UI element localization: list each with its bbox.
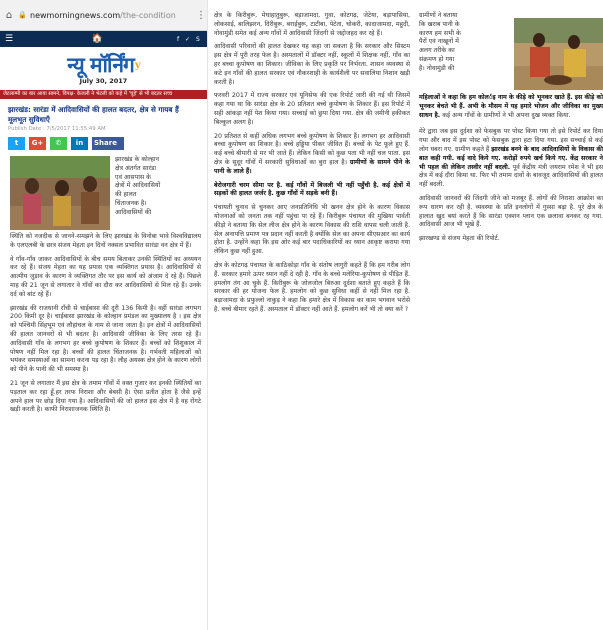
url-domain[interactable]: newmorningnews.com bbox=[30, 10, 121, 20]
lead-line: झारखंड के कोल्हान bbox=[115, 156, 159, 163]
lead-line: एवं आसपास के bbox=[115, 173, 151, 181]
paragraph: फरवरी 2017 में राज्य सरकार एवं यूनिसेफ की एक रिपोर्ट जारी की गई थी जिसमें कहा गया था कि सारंडा क्षेत्र के 20 प्रतिशत बच्चे कुपोषण के शिकार हैं। इस रिपोर्ट में सही आंकड़ा नहीं पेश किया गया। सच्चाई को छुपा दिया गया. क्षेत्र की जमीनी हकीकत बिल्कुल अलग है। bbox=[214, 92, 410, 126]
site-navbar bbox=[0, 31, 207, 47]
lead-line: की हालत bbox=[115, 191, 137, 199]
column-3 bbox=[419, 0, 603, 630]
text-line: पैरों एवं नाखूनों में bbox=[419, 38, 459, 46]
paragraph: वे गाँव-गाँव जाकर आदिवासियों के बीच समय बिताकर उनकी स्थितियों का अध्ययन कर रहे हैं। संजय मेहता का यह प्रयास एक व्यक्तिगत प्रयास है। आदिवासियों से आत्मीय जुड़ाव के कारण वे व्यक्तिगत तौर पर इस कार्य को अंजाम दे रहे हैं। पिछले माह की 21 जून से लगातार वे गाँवों का दौरा कर आदिवासियों से मिल रहे हैं। उनके दर्द को बांट रहे हैं। bbox=[10, 255, 201, 298]
lead-line: क्षेत्र अंतर्गत सारंडा bbox=[115, 164, 156, 172]
article-photo-women bbox=[514, 18, 603, 90]
paragraph: झारखण्ड से संजय मेहता की रिपोर्ट. bbox=[419, 235, 500, 243]
lead-line: चिंताजनक है। bbox=[115, 199, 147, 207]
whatsapp-icon[interactable]: ✆ bbox=[50, 137, 67, 150]
paragraph-text: पूर्व केंद्रीय मंत्री जयराम रमेश ने भी इस क्षेत्र में कई दौरा किया था. फिर भी तमाम दावों के बावजूद आदिवासियों की हालत नहीं बदली. bbox=[419, 163, 603, 189]
twitter-icon[interactable]: t bbox=[8, 137, 25, 150]
paragraph bbox=[419, 94, 603, 120]
article-photo-children bbox=[10, 156, 110, 230]
paragraph-text: मेरे द्वारा जब इस दुर्दशा को फेसबुक पर पोस्ट किया गया तो इसे रिपोर्ट कर दिया गया और बाद में इस पोस्ट को फेसबुक द्वारा हटा दिया गया. इस सच्चाई से कई लोग घबरा गए. ग्रामीण कहते हैं bbox=[419, 128, 603, 153]
news-ticker[interactable]: जेटलाम्मी का बार आया सामने, विपक्ष- केजली ने भेटली को कहे में 'चूहे' से भी बदतर सच्च bbox=[0, 90, 207, 99]
share-bar bbox=[0, 134, 207, 156]
logo-mark: y bbox=[134, 59, 140, 71]
text-line: ग्रामीणों ने बताया bbox=[419, 12, 458, 19]
paragraph-bold: महिलाओं ने कहा कि हम कोलर्इ नाम के कीड़े को भूनकर खाते हैं. इस कीड़े को भूनकर बेचते भी हैं. अभी के मौसम में यह हमारे भोजन और जीविका का मुख्य साधन है. bbox=[419, 94, 603, 119]
paragraph: क्षेत्र के किरीबुरू, मेघाहातुबुरू, बड़ाजामदा, गुवा, कोटगढ़, जेटेया, बड़ापासिया, लोकसाई, बालिझरन, दिरीबुरू, बराईबुरू, टाटीबा, पेटेता, चोकरी, कादाजामदा, महुदी, नोवामुंडी समेत कई अन्य गाँवों में आदिवासी जिंदगी से जद्दोजहद कर रहे हैं। bbox=[214, 12, 410, 37]
facebook-share-button[interactable] bbox=[92, 137, 124, 150]
text-line: अलग तरीके का bbox=[419, 47, 455, 55]
text-line: संक्रमण हो गया bbox=[419, 55, 455, 63]
logo-text: न्यू मॉर्निंग bbox=[67, 52, 134, 77]
article-headline: झारखंड: सारंडा में आदिवासियों की हालत बदतर, क्षेत्र से गायब हैं मूलभूत सुविधाएँ bbox=[8, 105, 179, 124]
text-line: कारण हम सभी के bbox=[419, 29, 461, 37]
lead-line: क्षेत्रों में आदिवासियों bbox=[115, 182, 161, 190]
column-1 bbox=[0, 0, 208, 630]
hamburger-icon[interactable]: ☰ bbox=[4, 34, 14, 44]
text-line: है। नोवामुंडी की bbox=[419, 64, 455, 72]
column-2 bbox=[214, 0, 410, 630]
paragraph-text: कई अन्य गाँवों के ग्रामीणों ने भी अपना दुख व्यक्त किया. bbox=[442, 111, 571, 119]
paragraph-bold: बेरोजगारी चरम सीमा पर है. कई गाँवों में बिजली भी नहीं पहुँची है. कई क्षेत्रों में सड़कों की हालत जर्जर है. कुछ गाँवों में सड़कें बनी हैं। bbox=[214, 181, 410, 198]
browser-address-bar[interactable] bbox=[0, 0, 207, 31]
publish-date: Publish Date : 7/5/2017 11:55:49 AM bbox=[8, 126, 106, 132]
social-icons[interactable]: f ✓ S bbox=[177, 35, 202, 43]
paragraph: पंचायती चुनाव से चुनकर आए जनप्रतिनिधि भी खनन क्षेत्र होने के कारण विकास योजनाओं को जनता तक नहीं पहुंचा पा रहे हैं। किरीबुरू पंचायत की मुखिया पार्वती कीड़ो ने बताया कि सेल लीज क्षेत्र होने के कारण विकास की राशि वापस चली जाती है. सेल अनापत्ति प्रमाण पत्र प्रदान नहीं करती है क्योंकि सेल का अपना सीएसआर का कार्य होता है. उन्होंने कहा कि इस ओर कई बार पदाधिकारियों का ध्यान आकृष्ट कराया गया लेकिन कुछ नहीं हुआ. bbox=[214, 204, 410, 256]
lead-text bbox=[115, 156, 160, 218]
linkedin-icon[interactable]: in bbox=[71, 137, 88, 150]
text-line: कि खराब पानी के bbox=[419, 20, 460, 28]
paragraph: आदिवासी परिवारों की हालत देखकर यह कहा जा सकता है कि सरकार और सिस्टम इस क्षेत्र में पूरी तरह फेल है। अस्पतालों में डॉक्टर नहीं, स्कूलों में शिक्षक नहीं, गाँव का हर बच्चा कुपोषण का शिकार। जीविका के लिए प्रकृति पर निर्भरता. शासन व्यवस्था से कटे इन गाँवों की हालत सरकार एवं नौकरशाही के कार्यशैली पर सवालिया निशान खड़ी करती है। bbox=[214, 43, 410, 86]
overflow-menu-icon[interactable]: ⋮ bbox=[196, 9, 206, 21]
paragraph bbox=[214, 133, 410, 177]
paragraph bbox=[419, 128, 603, 190]
lead-line: आदिवासियों की bbox=[115, 208, 152, 216]
paragraph-bold: झारखंड बनने के बाद आदिवासियों के विकास की बात कही गयी. कई वादे किये गए. करोड़ों रुपये खर्च किये गए. केंद्र सरकार ने भी पहल की लेकिन तस्वीर नहीं बदली. bbox=[419, 145, 603, 171]
paragraph: झारखंड की राजधानी राँची से चाईबासा की दूरी 136 किमी है। वहीं सारंडा लगभग 200 किमी दूर है। चाईबासा झारखंड के कोल्हान प्रमंडल का मुख्यालय है । इस क्षेत्र को पश्चिमी सिंहभूम एवं लौहांचल के नाम से जाना जाता है। इन क्षेत्रों में आदिवासियों की हालत जानवरों से भी बदतर है। आदिवासी जीविका के लिए तरस रहे हैं। आदिवासी गाँव के लगभग हर बच्चे कुपोषण के शिकार हैं। बच्चों को शिशुकाल में पोषण नहीं मिल रहा है। बच्चों की हालत चिंताजनक है। गर्भवती महिलाओं को भयंकर समस्याओं का सामना करना पड़ रहा है। लौह अयस्क क्षेत्र होने के कारण लोगों को पीने के पानी की भी समस्या है। bbox=[10, 304, 201, 374]
gplus-icon[interactable]: G+ bbox=[29, 137, 46, 150]
paragraph: क्षेत्र के कोटगढ़ पंचायत के काठिकोड़ा गाँव के संतोष लागुरी कहते हैं कि हम गरीब लोग हैं. सरकार हमारे ऊपर ध्यान नहीं दे रही है. गाँव के बच्चे मलेरिया-कुपोषण से पीड़ित हैं. हमलोग तंग आ चुके हैं. किरीबुरू के जोलजोल बिरुआ दुर्दशा बताते हुए कहते हैं कि सरकार की हर योजना फेल है. हमलोग को कुछ सुविधा कहीं से नहीं मिल रहा है. बड़ाजामदा के प्रफुल्लो नाकुड़ ने कहा कि हमारे क्षेत्र में विकास का काम भगवान भरोसे है. बच्चे बीमार रहते हैं. अस्पताल में डॉक्टर नहीं आते हैं. हमलोग करें भी तो क्या करें ? bbox=[214, 261, 410, 313]
facebook-share-label: Share bbox=[94, 139, 117, 147]
article-body-1 bbox=[0, 156, 207, 415]
top-text bbox=[419, 12, 514, 92]
url-path[interactable]: /the-condition bbox=[120, 10, 176, 20]
paragraph: आदिवासी जानवरों की जिंदगी जीने को मजबूर हैं. लोगों की निराशा आक्रोश का रूप धारण कर रही है. व्यवस्था के प्रति इनलोगों में गुस्सा बढ़ा है. पूरे क्षेत्र के हालात खुद बयां करते हैं कि सारंडा एक्शन प्लान एक छलावा बनकर रह गया. आदिवासी आज भी भूखे हैं. bbox=[419, 194, 603, 229]
home-icon[interactable]: ⌂ bbox=[5, 9, 13, 21]
paragraph: स्थिति को नजदीक से जानने-समझने के लिए झारखंड के विनोबा भावे विश्वविद्यालय के एलएलबी के छात्र संजय मेहता इन दिनों नक्सल प्रभावित सारंडा वन क्षेत्र में हैं। bbox=[10, 233, 201, 249]
paragraph-text: 20 प्रतिशत से कहीं अधिक लगभग बच्चे कुपोषण के शिकार हैं। लगभग हर आदिवासी बच्चा कुपोषण का शिकार है। बच्चे हड्डिया पीकर जीवित हैं। बच्चों के पेट फूले हुए हैं. कई बच्चे बीमारी से मर भी जाते हैं। लेकिन किसी को कुछ पता भी नहीं चल पाता. इस क्षेत्र के सुदूर गाँवों में सरकारी सुविधाओं का बुरा हाल है। bbox=[214, 132, 410, 166]
lock-icon: 🔒 bbox=[18, 11, 27, 19]
site-home-icon[interactable]: 🏠 bbox=[91, 34, 104, 44]
paragraph-bold: ग्रामीणों के सामने पीने के पानी के लाले हैं। bbox=[214, 158, 410, 175]
paragraph: 21 जून से लगातार मैं इस क्षेत्र के तमाम गाँवों में वक्त गुजार कर इनकी स्थितियों का पड़ताल कर रहा हूँ.हर तरफ निराशा और बेबसी है। ऐसा प्रतीत होता है जैसे इन्हें अपने हाल पर छोड़ दिया गया है। आदिवासियों की जो हालत इस क्षेत्र में है वह रोंगटे खड़ी करती है। काफी निराशाजनक स्थिति है। bbox=[10, 379, 201, 414]
site-date: July 30, 2017 bbox=[79, 77, 128, 85]
